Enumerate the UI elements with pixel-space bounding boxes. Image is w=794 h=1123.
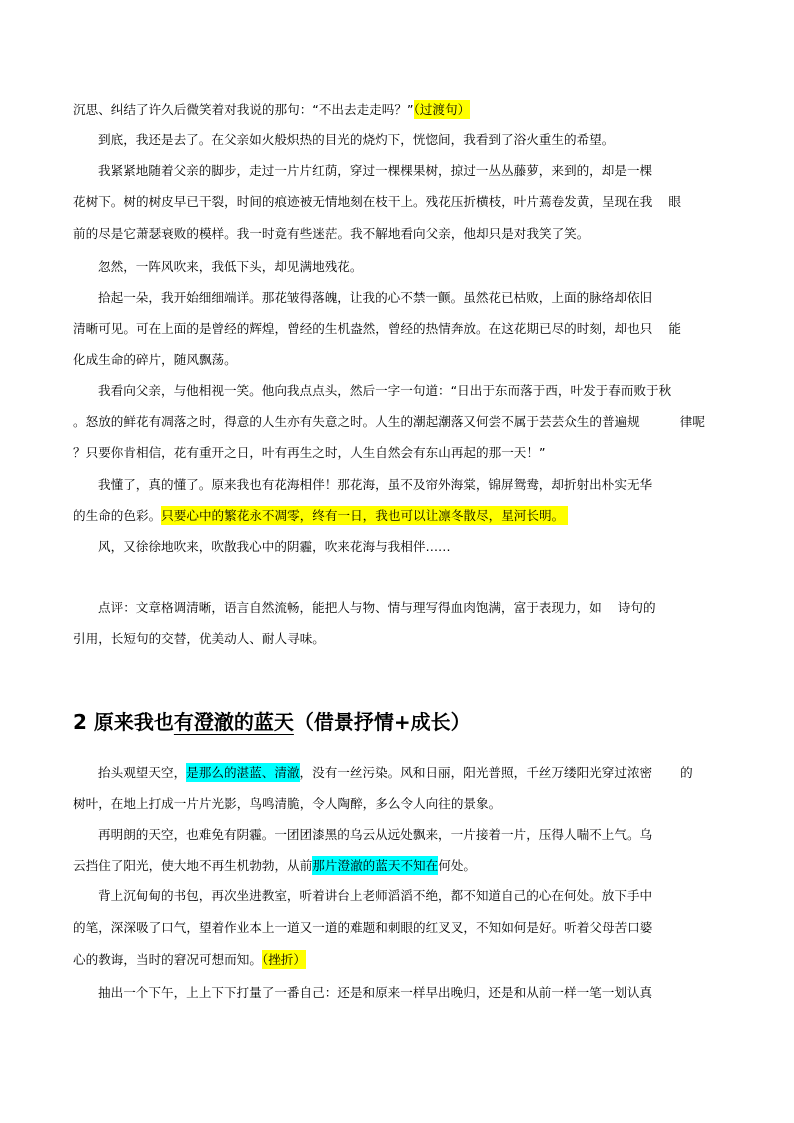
text-segment: 树叶，在地上打成一片片光影，鸟鸣清脆，令人陶醉，多么令人向往的景象。 <box>73 796 502 811</box>
text-segment: 抬头观望天空， <box>98 765 187 780</box>
text-segment: 忽然，一阵风吹来，我低下头，却见满地残花。 <box>98 259 363 274</box>
highlighted-text: （过渡句） <box>413 102 471 117</box>
text-line <box>73 193 681 211</box>
text-line <box>98 599 656 617</box>
text-segment: 沉思、纠结了许久后微笑着对我说的那句：“不出去走走吗？” <box>73 102 414 117</box>
text-line <box>73 919 652 937</box>
text-segment: 云挡住了阳光，使大地不再生机勃勃，从前 <box>73 858 313 873</box>
text-line <box>73 413 705 431</box>
text-segment: 的笔，深深吸了口气，望着作业本上一道又一道的难题和刺眼的红叉叉，不知如何是好。听着父母苦口婆 <box>73 920 653 935</box>
text-segment: 何处。 <box>438 858 476 873</box>
text-line <box>98 258 362 276</box>
text-line <box>98 764 693 782</box>
text-segment: 清晰可见。可在上面的是曾经的辉煌，曾经的生机盎然，曾经的热情奔放。在这花期已尽的时刻，却也只 能 <box>73 321 681 336</box>
text-segment: 我看向父亲，与他相视一笑。他向我点点头，然后一字一句道：“日出于东而落于西，叶发于春而败于秋 <box>98 383 672 398</box>
text-segment: 我紧紧地随着父亲的脚步，走过一片片红荫，穿过一棵棵果树，掠过一丛丛藤萝，来到的，却是一棵 <box>98 163 653 178</box>
text-line <box>98 538 451 556</box>
text-segment: 前的尽是它萧瑟衰败的模样。我一时竟有些迷茫。我不解地看向父亲，他却只是对我笑了笑。 <box>73 226 590 241</box>
text-line <box>98 826 652 844</box>
text-segment: 。怒放的鲜花有凋落之时，得意的人生亦有失意之时。人生的潮起潮落又何尝不属于芸芸众生的普遍规 律呢 <box>73 414 705 429</box>
text-line <box>73 630 325 648</box>
text-line <box>98 476 652 494</box>
text-line <box>73 320 681 338</box>
highlighted-text: 那片澄澈的蓝天不知在 <box>312 858 439 873</box>
text-line <box>98 887 652 905</box>
heading-number: 2 <box>73 710 94 734</box>
text-line <box>73 351 237 369</box>
text-segment: 引用，长短句的交替，优美动人、耐人寻味。 <box>73 631 325 646</box>
text-line <box>98 984 652 1002</box>
text-line <box>98 162 652 180</box>
highlighted-text: （挫折） <box>261 952 306 967</box>
text-line <box>73 951 306 969</box>
heading-prefix: 原来我也 <box>93 710 174 734</box>
heading-underlined: 有澄澈的蓝天 <box>173 710 294 734</box>
text-line <box>98 289 652 307</box>
text-line <box>98 382 671 400</box>
text-segment: 花树下。树的树皮早已干裂，时间的痕迹被无情地刻在枝干上。残花压折横枝，叶片蔫卷发黄，呈现在我 眼 <box>73 194 681 209</box>
text-segment: 到底，我还是去了。在父亲如火般炽热的目光的烧灼下，恍惚间，我看到了浴火重生的希望。 <box>98 132 615 147</box>
text-segment: 风，又徐徐地吹来，吹散我心中的阴霾，吹来花海与我相伴…… <box>98 539 451 554</box>
text-line <box>73 507 568 525</box>
text-segment: 再明朗的天空，也难免有阴霾。一团团漆黑的乌云从远处飘来，一片接着一片，压得人喘不上气。乌 <box>98 827 653 842</box>
text-segment: 的生命的色彩。 <box>73 508 162 523</box>
text-segment: 心的教诲，当时的窘况可想而知。 <box>73 952 262 967</box>
highlighted-text: 是那么的湛蓝、清澈 <box>186 765 300 780</box>
text-line <box>98 131 614 149</box>
text-segment: 我懂了，真的懂了。原来我也有花海相伴！那花海，虽不及帘外海棠，锦屏鸳鸯，却折射出朴实无华 <box>98 477 653 492</box>
text-segment: 拾起一朵，我开始细细端详。那花皱得落魄，让我的心不禁一颤。虽然花已枯败，上面的脉络却依旧 <box>98 290 653 305</box>
text-segment: 点评：文章格调清晰，语言自然流畅，能把人与物、情与理写得血肉饱满，富于表现力，如 诗句的 <box>98 600 656 615</box>
text-line <box>73 101 470 119</box>
text-segment: ，没有一丝污染。风和日丽，阳光普照，千丝万缕阳光穿过浓密 的 <box>299 765 693 780</box>
text-line <box>73 857 476 875</box>
heading-suffix: （借景抒情+成长） <box>293 710 471 734</box>
text-segment: 化成生命的碎片，随风飘荡。 <box>73 352 237 367</box>
text-segment: 背上沉甸甸的书包，再次坐进教室，听着讲台上老师滔滔不绝，都不知道自己的心在何处。放下手中 <box>98 888 653 903</box>
text-line <box>73 225 589 243</box>
text-segment: 抽出一个下午，上上下下打量了一番自己：还是和原来一样早出晚归，还是和从前一样一笔一划认真 <box>98 985 653 1000</box>
text-line <box>73 444 546 462</box>
text-segment: ？只要你肯相信，花有重开之日，叶有再生之时，人生自然会有东山再起的那一天！” <box>73 445 546 460</box>
text-line <box>73 795 501 813</box>
section-heading <box>73 708 471 736</box>
highlighted-text: 只要心中的繁花永不凋零，终有一日，我也可以让凛冬散尽，星河长明。 <box>161 508 569 523</box>
